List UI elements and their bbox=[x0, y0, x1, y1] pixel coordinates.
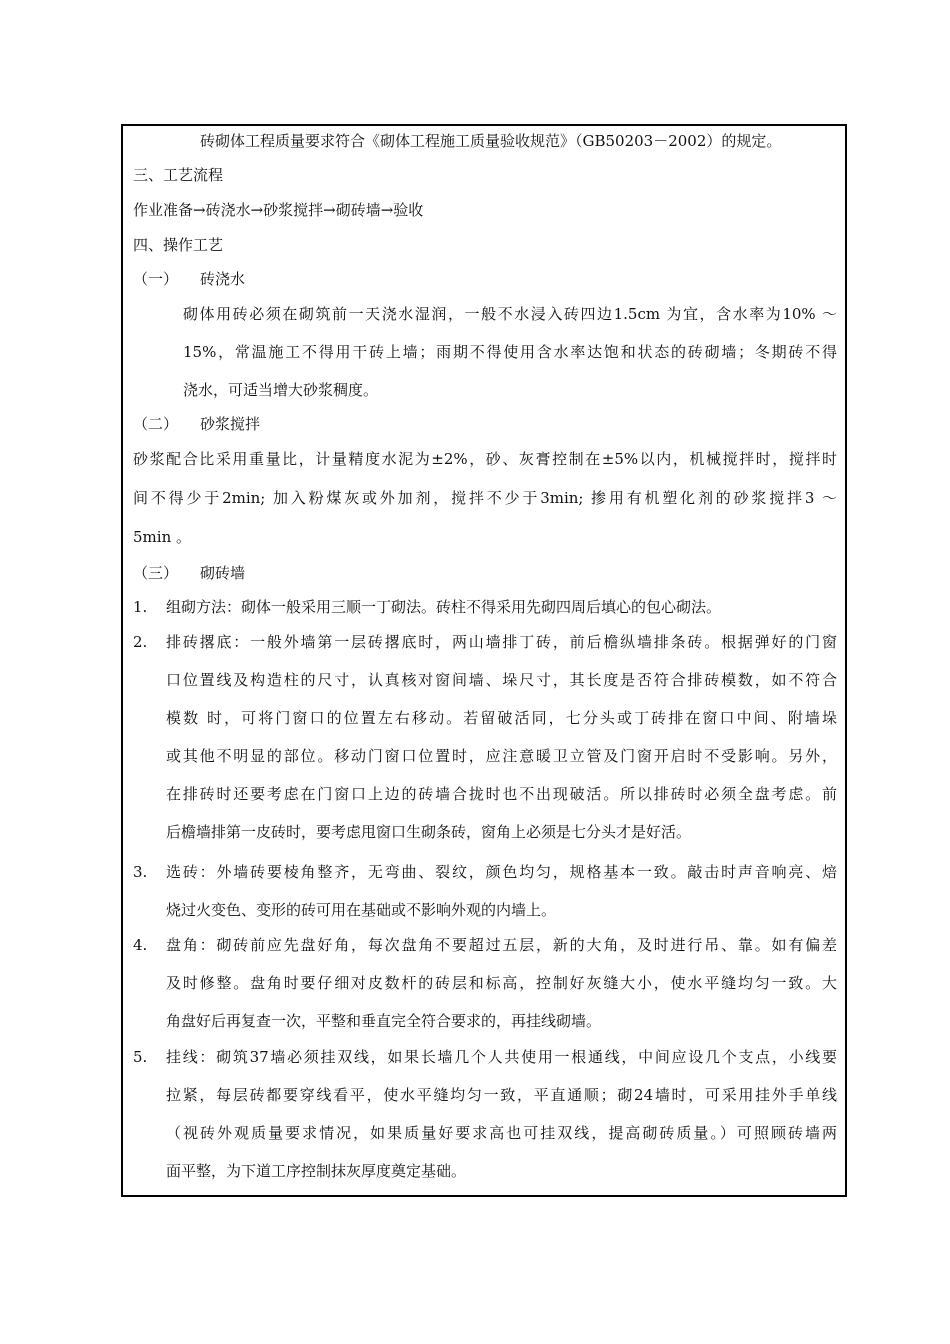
item3-line: 选砖：外墙砖要棱角整齐，无弯曲、裂纹，颜色均匀，规格基本一致。敲击时声音响亮、焙 bbox=[166, 863, 837, 881]
item2-line: 后檐墙排第一皮砖时，要考虑甩窗口生砌条砖，窗角上必须是七分头才是好活。 bbox=[166, 823, 692, 841]
item2-line: 口位置线及构造柱的尺寸，认真核对窗间墙、垛尺寸，其长度是否符合排砖模数，如不符合 bbox=[166, 671, 837, 689]
item4-number: 4. bbox=[133, 936, 148, 954]
item3-line: 烧过火变色、变形的砖可用在基础或不影响外观的内墙上。 bbox=[166, 901, 557, 919]
item2-number: 2. bbox=[133, 633, 148, 651]
process-flow: 作业准备→砖浇水→砂浆搅拌→砌砖墙→验收 bbox=[133, 201, 424, 219]
sub2-marker: （二） bbox=[133, 415, 179, 433]
item2-line: 模数 时，可将门窗口的位置左右移动。若留破活同，七分头或丁砖排在窗口中间、附墙垛 bbox=[166, 709, 837, 727]
item2-line: 或其他不明显的部位。移动门窗口位置时，应注意暖卫立管及门窗开启时不受影响。另外， bbox=[166, 747, 837, 765]
item5-line: 挂线：砌筑37墙必须挂双线，如果长墙几个人共使用一根通线，中间应设几个支点，小线要 bbox=[166, 1048, 837, 1066]
sub3-marker: （三） bbox=[133, 564, 179, 582]
sub1-title: 砖浇水 bbox=[200, 270, 246, 288]
item4-line: 盘角：砌砖前应先盘好角，每次盘角不要超过五层，新的大角，及时进行吊、靠。如有偏差 bbox=[166, 936, 837, 954]
item5-line: 拉紧，每层砖都要穿线看平，使水平缝均匀一致，平直通顺；砌24墙时，可采用挂外手单线 bbox=[166, 1086, 837, 1104]
sub1-line: 砌体用砖必须在砌筑前一天浇水湿润，一般不水浸入砖四边1.5cm 为宜，含水率为10% ～ bbox=[183, 305, 837, 323]
sub2-line: 砂浆配合比采用重量比，计量精度水泥为±2%，砂、灰膏控制在±5%以内，机械搅拌时，搅拌时 bbox=[133, 450, 837, 468]
item3-number: 3. bbox=[133, 863, 148, 881]
intro-text: 砖砌体工程质量要求符合《砌体工程施工质量验收规范》（GB50203－2002）的规定。 bbox=[200, 132, 782, 150]
sub1-marker: （一） bbox=[133, 270, 179, 288]
sub2-line: 间不得少于2min; 加入粉煤灰或外加剂，搅拌不少于3min; 掺用有机塑化剂的砂浆搅拌3 ～ bbox=[133, 489, 837, 507]
sub1-line: 15%，常温施工不得用干砖上墙；雨期不得使用含水率达饱和状态的砖砌墙；冬期砖不得 bbox=[183, 343, 837, 361]
item5-line: 面平整，为下道工序控制抹灰厚度奠定基础。 bbox=[166, 1162, 467, 1180]
item4-line: 及时修整。盘角时要仔细对皮数杆的砖层和标高，控制好灰缝大小，使水平缝均匀一致。大 bbox=[166, 974, 837, 992]
section3-heading: 三、工艺流程 bbox=[133, 166, 224, 184]
item4-line: 角盘好后再复查一次，平整和垂直完全符合要求的，再挂线砌墙。 bbox=[166, 1012, 602, 1030]
item5-number: 5. bbox=[133, 1048, 148, 1066]
item2-line: 在排砖时还要考虑在门窗口上边的砖墙合拢时也不出现破活。所以排砖时必须全盘考虑。前 bbox=[166, 785, 837, 803]
sub3-title: 砌砖墙 bbox=[200, 564, 246, 582]
sub2-title: 砂浆搅拌 bbox=[200, 415, 261, 433]
item2-line: 排砖撂底：一般外墙第一层砖撂底时，两山墙排丁砖，前后檐纵墙排条砖。根据弹好的门窗 bbox=[166, 633, 837, 651]
sub2-line: 5min 。 bbox=[133, 528, 191, 546]
item1-line: 组砌方法：砌体一般采用三顺一丁砌法。砖柱不得采用先砌四周后填心的包心砌法。 bbox=[166, 598, 722, 616]
item1-number: 1. bbox=[133, 598, 148, 616]
sub1-line: 浇水，可适当增大砂浆稠度。 bbox=[183, 381, 379, 399]
section4-heading: 四、操作工艺 bbox=[133, 236, 224, 254]
item5-line: （视砖外观质量要求情况，如果质量好要求高也可挂双线，提高砌砖质量。）可照顾砖墙两 bbox=[166, 1124, 837, 1142]
